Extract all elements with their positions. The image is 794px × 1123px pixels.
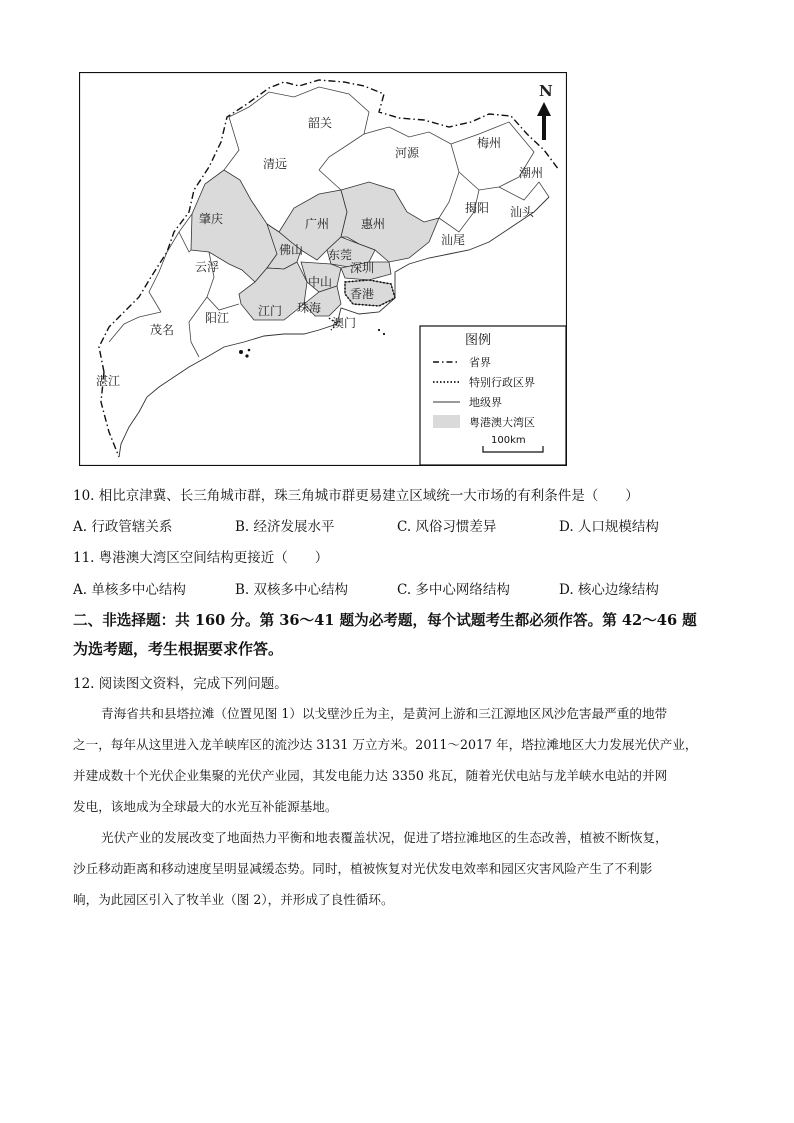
- city-yunfu: 云浮: [195, 260, 220, 274]
- legend-item-bay: 粤港澳大湾区: [469, 416, 535, 429]
- city-dongguan: 东莞: [328, 248, 353, 262]
- paragraph-1-line-4: 发电，该地成为全球最大的水光互补能源基地。: [73, 799, 338, 814]
- city-qingyuan: 清远: [263, 157, 288, 171]
- greater-bay-area-map: [79, 72, 567, 466]
- question-10-option-c: C. 风俗习惯差异: [397, 519, 497, 535]
- city-yangjiang: 阳江: [205, 311, 230, 325]
- city-huizhou: 惠州: [361, 217, 386, 231]
- map-legend: [420, 326, 566, 465]
- paragraph-1-line-3: 并建成数十个光伏企业集聚的光伏产业园，其发电能力达 3350 兆瓦，随着光伏电站与龙羊峡水电站的并网: [73, 768, 668, 783]
- question-12-paragraph-2: [73, 822, 721, 915]
- city-chaozhou: 潮州: [519, 166, 544, 180]
- legend-item-prefecture: 地级界: [469, 396, 502, 409]
- city-jiangmen: 江门: [258, 304, 283, 318]
- city-macau: 澳门: [332, 316, 357, 330]
- legend-scale-label: 100km: [491, 435, 526, 446]
- question-12-paragraph-1: [73, 698, 721, 822]
- legend-title: 图例: [465, 333, 492, 348]
- city-zhuhai: 珠海: [297, 301, 322, 315]
- question-11-stem: 11. 粤港澳大湾区空间结构更接近（ ）: [73, 550, 329, 566]
- city-shantou: 汕头: [510, 205, 535, 219]
- question-10-option-a: A. 行政管辖关系: [73, 519, 173, 535]
- city-heyuan: 河源: [395, 146, 420, 160]
- city-zhanjiang: 湛江: [96, 374, 121, 388]
- city-foshan: 佛山: [279, 243, 304, 257]
- question-11-option-a: A. 单核多中心结构: [73, 582, 186, 598]
- paragraph-1-line-2: 之一，每年从这里进入龙羊峡库区的流沙达 3131 万立方米。2011～2017 年，塔拉滩地区大力发展光伏产业，: [73, 737, 698, 752]
- question-10-option-b: B. 经济发展水平: [235, 519, 335, 535]
- paragraph-2-line-1: 光伏产业的发展改变了地面热力平衡和地表覆盖状况，促进了塔拉滩地区的生态改善，植被不断恢复，: [101, 830, 668, 845]
- city-shanwei: 汕尾: [441, 233, 466, 247]
- legend-item-province: 省界: [469, 356, 491, 369]
- section-2-heading-line-2: 为选考题，考生根据要求作答。: [73, 640, 284, 658]
- city-meizhou: 梅州: [477, 136, 502, 150]
- north-label: N: [539, 82, 553, 100]
- city-zhaoqing: 肇庆: [199, 212, 224, 226]
- question-11-option-b: B. 双核多中心结构: [235, 582, 349, 598]
- legend-item-sar: 特别行政区界: [469, 376, 535, 389]
- section-2-heading-line-1: 二、非选择题：共 160 分。第 36～41 题为必考题，每个试题考生都必须作答。第 42～46 题: [73, 612, 697, 629]
- question-11-option-c: C. 多中心网络结构: [397, 582, 510, 598]
- city-zhongshan: 中山: [308, 275, 333, 289]
- city-shaoguan: 韶关: [308, 116, 333, 130]
- question-12-stem: 12. 阅读图文资料，完成下列问题。: [73, 676, 288, 692]
- paragraph-2-line-2: 沙丘移动距离和移动速度呈明显减缓态势。同时，植被恢复对光伏发电效率和园区灾害风险产生了不利影: [73, 861, 653, 876]
- city-guangzhou: 广州: [305, 217, 330, 231]
- city-jieyang: 揭阳: [465, 201, 490, 215]
- city-hongkong: 香港: [350, 287, 375, 301]
- paragraph-2-line-3: 响，为此园区引入了牧羊业（图 2），并形成了良性循环。: [73, 892, 394, 907]
- question-10-stem: 10. 相比京津冀、长三角城市群，珠三角城市群更易建立区域统一大市场的有利条件是（ ）: [73, 488, 639, 504]
- city-maoming: 茂名: [150, 323, 175, 337]
- city-shenzhen: 深圳: [350, 261, 375, 275]
- question-10-option-d: D. 人口规模结构: [559, 519, 659, 535]
- legend-bay-swatch: [433, 415, 460, 428]
- paragraph-1-line-1: 青海省共和县塔拉滩（位置见图 1）以戈壁沙丘为主，是黄河上游和三江源地区风沙危害最严重的地带: [101, 706, 668, 721]
- question-11-option-d: D. 核心边缘结构: [559, 582, 659, 598]
